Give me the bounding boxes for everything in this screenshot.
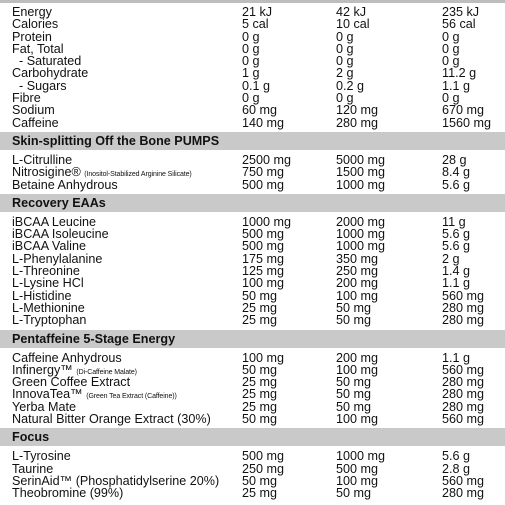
value-col-2: 350 mg (336, 251, 379, 266)
ingredient-note: (Green Tea Extract (Caffeine)) (86, 393, 177, 401)
value-col-3: 280 mg (442, 375, 485, 390)
value-col-3: 5.6 g (442, 449, 471, 464)
ingredient-note: (Di-Caffeine Malate) (76, 368, 137, 376)
nutrient-name: Fat, Total (12, 41, 64, 56)
value-col-1: 25 mg (242, 300, 278, 315)
pumps-group (0, 154, 505, 191)
value-col-2: 200 mg (336, 276, 379, 291)
value-col-3: 280 mg (442, 387, 485, 402)
value-col-2: 50 mg (336, 387, 372, 402)
table-row (0, 388, 505, 400)
value-col-2: 1500 mg (336, 165, 386, 180)
ingredient-name: L-Phenylalanine (12, 251, 103, 266)
ingredient-name: L-Citrulline (12, 152, 73, 167)
value-col-3: 2.8 g (442, 461, 471, 476)
ingredient-name: SerinAid™ (Phosphatidylserine 20%) (12, 473, 220, 488)
section-header-recovery: Recovery EAAs (0, 194, 505, 212)
value-col-2: 50 mg (336, 300, 372, 315)
nutrient-name: - Saturated (12, 54, 82, 69)
value-col-2: 0 g (336, 29, 354, 44)
value-col-1: 25 mg (242, 375, 278, 390)
value-col-1: 100 mg (242, 276, 285, 291)
value-col-3: 5.6 g (442, 177, 471, 192)
table-row (0, 352, 505, 364)
value-col-3: 560 mg (442, 412, 485, 427)
value-col-3: 280 mg (442, 399, 485, 414)
nutrient-name: Fibre (12, 91, 41, 106)
value-col-2: 50 mg (336, 375, 372, 390)
value-col-3: 0 g (442, 29, 460, 44)
value-col-2: 100 mg (336, 362, 379, 377)
ingredient-name: iBCAA Isoleucine (12, 227, 109, 242)
ingredient-label: Infinergy™ (12, 362, 73, 377)
value-col-3: 8.4 g (442, 165, 471, 180)
value-col-3: 0 g (442, 41, 460, 56)
value-col-3: 1.4 g (442, 264, 471, 279)
value-col-3: 1560 mg (442, 115, 492, 130)
value-col-1: 21 kJ (242, 5, 273, 19)
value-col-3: 2 g (442, 251, 460, 266)
value-col-1: 60 mg (242, 103, 278, 118)
value-col-1: 25 mg (242, 486, 278, 501)
table-row (0, 179, 505, 191)
value-col-2: 120 mg (336, 103, 379, 118)
value-col-1: 100 mg (242, 350, 285, 365)
value-col-2: 200 mg (336, 350, 379, 365)
nutrient-name: Calories (12, 17, 59, 32)
value-col-3: 560 mg (442, 473, 485, 488)
value-col-3: 11 g (442, 214, 466, 229)
nutrient-name: Caffeine (12, 115, 59, 130)
value-col-2: 1000 mg (336, 227, 386, 242)
value-col-1: 500 mg (242, 449, 285, 464)
ingredient-name: L-Histidine (12, 288, 72, 303)
value-col-3: 28 g (442, 152, 467, 167)
value-col-2: 500 mg (336, 461, 379, 476)
ingredient-name: Betaine Anhydrous (12, 177, 118, 192)
value-col-1: 0 g (242, 91, 260, 106)
value-col-2: 0 g (336, 41, 354, 56)
value-col-1: 125 mg (242, 264, 285, 279)
ingredient-name: iBCAA Leucine (12, 214, 97, 229)
value-col-3: 560 mg (442, 362, 485, 377)
value-col-1: 500 mg (242, 227, 285, 242)
value-col-1: 50 mg (242, 473, 278, 488)
value-col-1: 500 mg (242, 239, 285, 254)
value-col-1: 25 mg (242, 313, 278, 328)
value-col-2: 100 mg (336, 288, 379, 303)
table-row (0, 67, 505, 79)
value-col-1: 25 mg (242, 387, 278, 402)
value-col-2: 10 cal (336, 17, 370, 32)
value-col-1: 500 mg (242, 177, 285, 192)
value-col-2: 50 mg (336, 399, 372, 414)
value-col-1: 0.1 g (242, 78, 271, 93)
value-col-1: 25 mg (242, 399, 278, 414)
table-row (0, 277, 505, 289)
value-col-2: 280 mg (336, 115, 379, 130)
ingredient-name (12, 166, 192, 179)
value-col-1: 50 mg (242, 412, 278, 427)
energy-group (0, 352, 505, 426)
ingredient-name: L-Methionine (12, 300, 85, 315)
value-col-3: 0 g (442, 54, 460, 69)
value-col-3: 56 cal (442, 17, 476, 32)
ingredient-name: Yerba Mate (12, 399, 76, 414)
ingredient-name: Green Coffee Extract (12, 375, 131, 390)
recovery-group (0, 216, 505, 327)
section-header-energy: Pentaffeine 5-Stage Energy (0, 330, 505, 348)
value-col-1: 0 g (242, 41, 260, 56)
value-col-3: 1.1 g (442, 350, 471, 365)
value-col-2: 1000 mg (336, 449, 386, 464)
value-col-3: 11.2 g (442, 66, 477, 81)
value-col-2: 100 mg (336, 412, 379, 427)
value-col-2: 1000 mg (336, 239, 386, 254)
table-row (0, 104, 505, 116)
nutrient-name: - Sugars (12, 78, 67, 93)
table-row (0, 240, 505, 252)
nutrient-group (0, 3, 505, 129)
section-header-focus: Focus (0, 428, 505, 446)
ingredient-name: L-Tyrosine (12, 449, 71, 464)
value-col-3: 5.6 g (442, 239, 471, 254)
value-col-2: 250 mg (336, 264, 379, 279)
table-row (0, 117, 505, 129)
ingredient-label: Nitrosigine® (12, 165, 81, 180)
ingredient-name: L-Lysine HCl (12, 276, 84, 291)
ingredient-name: iBCAA Valine (12, 239, 86, 254)
value-col-2: 2 g (336, 66, 354, 81)
ingredient-name: L-Tryptophan (12, 313, 87, 328)
nutrient-name: Protein (12, 29, 52, 44)
value-col-1: 50 mg (242, 288, 278, 303)
value-col-1: 0 g (242, 54, 260, 69)
value-col-2: 2000 mg (336, 214, 386, 229)
table-row (0, 450, 505, 462)
value-col-3: 1.1 g (442, 276, 471, 291)
ingredient-name: Caffeine Anhydrous (12, 350, 122, 365)
ingredient-note: (Inositol-Stabilized Arginine Silicate) (84, 171, 192, 179)
section-header-pumps: Skin-splitting Off the Bone PUMPS (0, 132, 505, 150)
value-col-3: 670 mg (442, 103, 485, 118)
table-row (0, 487, 505, 499)
value-col-3: 0 g (442, 91, 460, 106)
value-col-1: 5 cal (242, 17, 269, 32)
value-col-1: 1 g (242, 66, 260, 81)
ingredient-label: InnovaTea™ (12, 387, 83, 402)
value-col-2: 0 g (336, 91, 354, 106)
table-row (0, 18, 505, 30)
value-col-1: 175 mg (242, 251, 285, 266)
value-col-3: 280 mg (442, 300, 485, 315)
value-col-2: 100 mg (336, 473, 379, 488)
value-col-1: 250 mg (242, 461, 285, 476)
value-col-2: 5000 mg (336, 152, 386, 167)
value-col-1: 0 g (242, 29, 260, 44)
focus-group (0, 450, 505, 499)
value-col-1: 50 mg (242, 362, 278, 377)
value-col-2: 0.2 g (336, 78, 365, 93)
table-row (0, 314, 505, 326)
value-col-1: 140 mg (242, 115, 285, 130)
value-col-3: 280 mg (442, 313, 485, 328)
value-col-1: 2500 mg (242, 152, 292, 167)
value-col-2: 50 mg (336, 486, 372, 501)
table-row (0, 166, 505, 178)
value-col-1: 750 mg (242, 165, 285, 180)
value-col-2: 42 kJ (336, 5, 367, 19)
value-col-2: 1000 mg (336, 177, 386, 192)
value-col-3: 235 kJ (442, 5, 480, 19)
nutrient-name: Sodium (12, 103, 55, 118)
value-col-3: 280 mg (442, 486, 485, 501)
value-col-3: 5.6 g (442, 227, 471, 242)
value-col-3: 1.1 g (442, 78, 471, 93)
ingredient-name: Theobromine (99%) (12, 486, 124, 501)
ingredient-name: Natural Bitter Orange Extract (30%) (12, 412, 211, 427)
table-row (0, 413, 505, 425)
nutrient-name: Energy (12, 5, 52, 19)
ingredient-name: Taurine (12, 461, 54, 476)
value-col-1: 1000 mg (242, 214, 292, 229)
value-col-2: 50 mg (336, 313, 372, 328)
nutrient-name: Carbohydrate (12, 66, 89, 81)
value-col-2: 0 g (336, 54, 354, 69)
ingredient-name: L-Threonine (12, 264, 80, 279)
value-col-3: 560 mg (442, 288, 485, 303)
